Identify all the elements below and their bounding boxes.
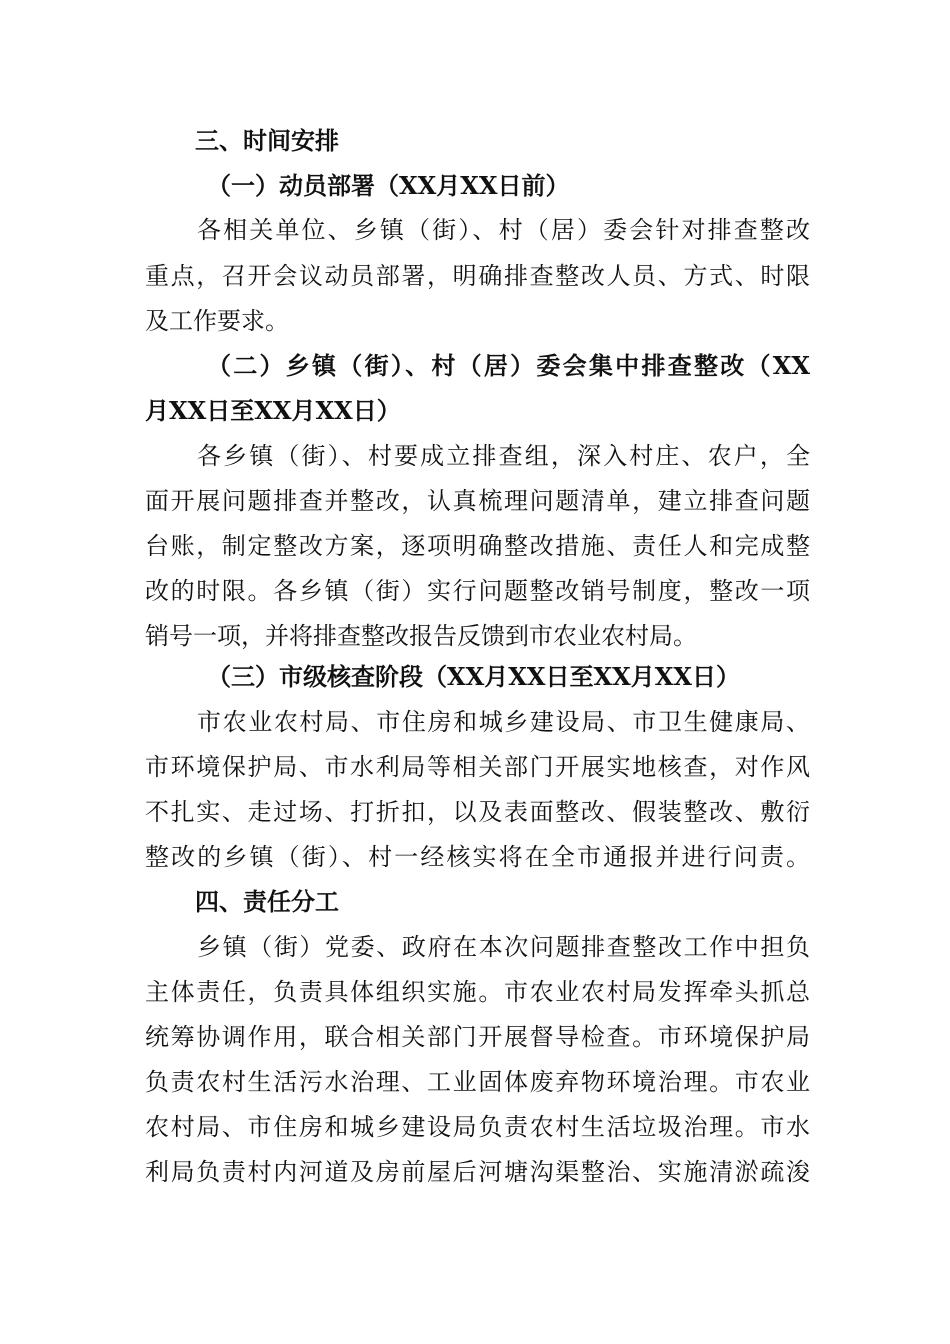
- paragraph-line: 及工作要求。: [145, 307, 289, 335]
- paragraph-line: 销号一项，并将排查整改报告反馈到市农业农村局。: [145, 622, 697, 650]
- paragraph-line: 改的时限。各乡镇（街）实行问题整改销号制度，整改一项: [145, 577, 810, 605]
- paragraph-line: 利局负责村内河道及房前屋后河塘沟渠整治、实施清淤疏浚: [145, 1158, 810, 1186]
- section-3-sub-3-heading: （三）市级核查阶段（XX月XX日至XX月XX日）: [207, 662, 740, 691]
- paragraph-line: 市环境保护局、市水利局等相关部门开展实地核查，对作风: [145, 753, 810, 781]
- paragraph-line: 统筹协调作用，联合相关部门开展督导检查。市环境保护局: [145, 1023, 810, 1051]
- section-3-heading: 三、时间安排: [195, 127, 339, 155]
- section-3-sub-2-heading: （二）乡镇（街）、村（居）委会集中排查整改（XX: [207, 351, 810, 380]
- paragraph-line: 农村局、市住房和城乡建设局负责农村生活垃圾治理。市水: [145, 1113, 810, 1141]
- paragraph-line: 整改的乡镇（街）、村一经核实将在全市通报并进行问责。: [145, 843, 810, 871]
- paragraph-line: 负责农村生活污水治理、工业固体废弃物环境治理。市农业: [145, 1068, 810, 1096]
- paragraph-line: 乡镇（街）党委、政府在本次问题排查整改工作中担负: [197, 933, 810, 961]
- section-3-sub-1-heading: （一）动员部署（XX月XX日前）: [207, 171, 570, 200]
- paragraph-line: 台账，制定整改方案，逐项明确整改措施、责任人和完成整: [145, 532, 810, 560]
- paragraph-line: 各相关单位、乡镇（街）、村（居）委会针对排查整改: [197, 216, 810, 244]
- paragraph-line: 不扎实、走过场、打折扣，以及表面整改、假装整改、敷衍: [145, 798, 810, 826]
- section-4-heading: 四、责任分工: [195, 888, 339, 916]
- paragraph-line: 面开展问题排查并整改，认真梳理问题清单，建立排查问题: [145, 487, 810, 515]
- paragraph-line: 主体责任，负责具体组织实施。市农业农村局发挥牵头抓总: [145, 978, 810, 1006]
- paragraph-line: 市农业农村局、市住房和城乡建设局、市卫生健康局、: [197, 708, 810, 736]
- paragraph-line: 重点，召开会议动员部署，明确排查整改人员、方式、时限: [145, 262, 810, 290]
- paragraph-line: 各乡镇（街）、村要成立排查组，深入村庄、农户，全: [197, 442, 810, 470]
- section-3-sub-2-heading-cont: 月XX日至XX月XX日）: [145, 396, 401, 425]
